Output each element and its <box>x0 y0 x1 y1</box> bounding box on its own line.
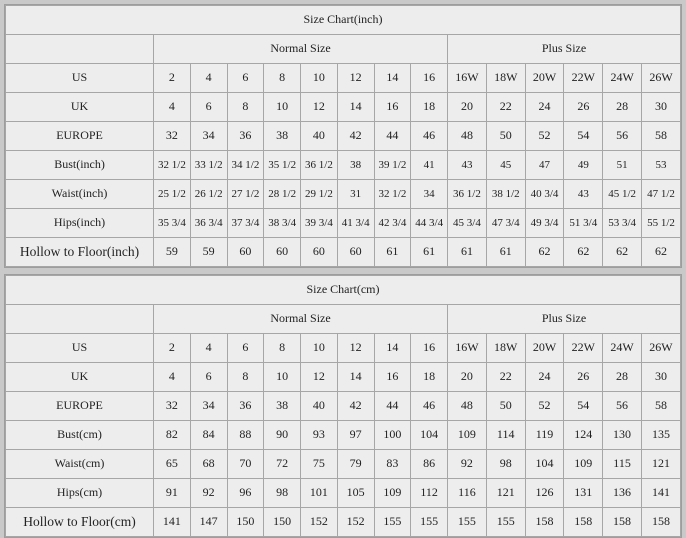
table-row <box>6 93 681 122</box>
cm-row-label-europe: EUROPE <box>6 392 154 421</box>
cell: 18W <box>486 334 525 363</box>
cell: 26W <box>642 64 681 93</box>
cell: 36 <box>227 122 264 151</box>
cell: 130 <box>603 421 642 450</box>
cell: 121 <box>486 479 525 508</box>
cell: 30 <box>641 363 680 392</box>
cell: 49 <box>564 151 603 180</box>
cell: 48 <box>448 392 487 421</box>
cell: 32 1/2 <box>374 180 411 209</box>
cell: 25 1/2 <box>154 180 191 209</box>
cell: 152 <box>337 508 374 537</box>
cell: 50 <box>486 122 525 151</box>
cell: 141 <box>641 479 680 508</box>
cell: 36 <box>227 392 264 421</box>
cell: 6 <box>190 363 227 392</box>
cell: 35 1/2 <box>264 151 301 180</box>
table-row <box>6 392 681 421</box>
cell: 24 <box>525 363 564 392</box>
cell: 70 <box>227 450 264 479</box>
size-chart-inch-table <box>5 5 681 267</box>
cell: 55 1/2 <box>642 209 681 238</box>
cm-row-label-bust: Bust(cm) <box>6 421 154 450</box>
cell: 10 <box>264 93 301 122</box>
cell: 109 <box>564 450 603 479</box>
cell: 8 <box>264 334 301 363</box>
cell: 83 <box>374 450 411 479</box>
cell: 27 1/2 <box>227 180 264 209</box>
cell: 34 1/2 <box>227 151 264 180</box>
cell: 47 <box>525 151 564 180</box>
cell: 26W <box>641 334 680 363</box>
cell: 38 1/2 <box>486 180 525 209</box>
cell: 26 <box>564 363 603 392</box>
cell: 18 <box>411 93 448 122</box>
cm-group-row <box>6 305 681 334</box>
cell: 43 <box>448 151 487 180</box>
cell: 158 <box>525 508 564 537</box>
cell: 158 <box>564 508 603 537</box>
cell: 60 <box>337 238 374 267</box>
cell: 45 3/4 <box>448 209 487 238</box>
cell: 18 <box>411 363 448 392</box>
cell: 41 <box>411 151 448 180</box>
cell: 20 <box>448 93 487 122</box>
cell: 29 1/2 <box>301 180 338 209</box>
cell: 14 <box>374 334 411 363</box>
inch-group-corner <box>6 35 154 64</box>
cell: 54 <box>564 122 603 151</box>
cell: 60 <box>227 238 264 267</box>
cell: 34 <box>411 180 448 209</box>
cell: 50 <box>486 392 525 421</box>
cell: 114 <box>486 421 525 450</box>
cell: 56 <box>603 392 642 421</box>
cell: 104 <box>411 421 448 450</box>
cell: 52 <box>525 122 564 151</box>
cell: 14 <box>337 363 374 392</box>
cell: 62 <box>642 238 681 267</box>
cell: 22 <box>486 363 525 392</box>
cell: 36 1/2 <box>448 180 487 209</box>
cell: 155 <box>486 508 525 537</box>
cell: 54 <box>564 392 603 421</box>
cell: 6 <box>190 93 227 122</box>
cell: 92 <box>448 450 487 479</box>
cell: 82 <box>154 421 191 450</box>
cell: 61 <box>448 238 487 267</box>
table-row <box>6 122 681 151</box>
table-row <box>6 209 681 238</box>
table-row <box>6 64 681 93</box>
cell: 155 <box>374 508 411 537</box>
cell: 6 <box>227 64 264 93</box>
cell: 112 <box>411 479 448 508</box>
cell: 14 <box>374 64 411 93</box>
cell: 49 3/4 <box>525 209 564 238</box>
inch-chart-title: Size Chart(inch) <box>6 6 681 35</box>
cell: 116 <box>448 479 487 508</box>
cell: 98 <box>486 450 525 479</box>
cell: 2 <box>154 64 191 93</box>
cell: 16 <box>374 93 411 122</box>
table-row <box>6 180 681 209</box>
cell: 100 <box>374 421 411 450</box>
cell: 4 <box>154 93 191 122</box>
cell: 20W <box>525 64 564 93</box>
cell: 60 <box>264 238 301 267</box>
cell: 34 <box>190 392 227 421</box>
cell: 22 <box>486 93 525 122</box>
cell: 2 <box>154 334 191 363</box>
cm-group-corner <box>6 305 154 334</box>
cell: 44 <box>374 392 411 421</box>
cell: 41 3/4 <box>337 209 374 238</box>
cell: 101 <box>301 479 338 508</box>
cell: 24 <box>525 93 564 122</box>
cell: 18W <box>486 64 525 93</box>
cell: 32 <box>154 122 191 151</box>
cell: 16W <box>448 334 487 363</box>
cell: 124 <box>564 421 603 450</box>
table-row <box>6 479 681 508</box>
cell: 62 <box>564 238 603 267</box>
cell: 28 <box>603 363 642 392</box>
cell: 42 <box>337 122 374 151</box>
cm-row-label-us: US <box>6 334 154 363</box>
cell: 28 1/2 <box>264 180 301 209</box>
cell: 38 3/4 <box>264 209 301 238</box>
cell: 6 <box>227 334 264 363</box>
cell: 53 <box>642 151 681 180</box>
cell: 45 1/2 <box>603 180 642 209</box>
cell: 86 <box>411 450 448 479</box>
cell: 98 <box>264 479 301 508</box>
cell: 40 3/4 <box>525 180 564 209</box>
cell: 26 1/2 <box>190 180 227 209</box>
inch-group-plus: Plus Size <box>448 35 681 64</box>
cell: 10 <box>301 64 338 93</box>
size-chart-cm <box>4 274 682 538</box>
inch-row-label-hips: Hips(inch) <box>6 209 154 238</box>
cell: 4 <box>190 334 227 363</box>
cell: 28 <box>603 93 642 122</box>
cell: 61 <box>374 238 411 267</box>
cell: 14 <box>337 93 374 122</box>
cell: 22W <box>564 64 603 93</box>
cell: 105 <box>337 479 374 508</box>
table-row <box>6 363 681 392</box>
cell: 46 <box>411 122 448 151</box>
cell: 150 <box>264 508 301 537</box>
cell: 12 <box>301 363 338 392</box>
cell: 24W <box>603 64 642 93</box>
table-row <box>6 450 681 479</box>
cell: 31 <box>337 180 374 209</box>
cell: 53 3/4 <box>603 209 642 238</box>
table-row <box>6 238 681 267</box>
cell: 68 <box>190 450 227 479</box>
cell: 43 <box>564 180 603 209</box>
cell: 16 <box>411 334 448 363</box>
table-row <box>6 508 681 537</box>
cell: 32 1/2 <box>154 151 191 180</box>
cell: 88 <box>227 421 264 450</box>
cell: 60 <box>301 238 338 267</box>
cell: 8 <box>227 363 264 392</box>
cell: 12 <box>337 64 374 93</box>
cell: 16 <box>411 64 448 93</box>
cell: 35 3/4 <box>154 209 191 238</box>
cell: 8 <box>264 64 301 93</box>
cell: 40 <box>301 122 338 151</box>
cell: 109 <box>374 479 411 508</box>
size-chart-inch <box>4 4 682 268</box>
cell: 22W <box>564 334 603 363</box>
cell: 12 <box>301 93 338 122</box>
cell: 12 <box>337 334 374 363</box>
cell: 37 3/4 <box>227 209 264 238</box>
cell: 84 <box>190 421 227 450</box>
cell: 155 <box>411 508 448 537</box>
cell: 79 <box>337 450 374 479</box>
cell: 58 <box>642 122 681 151</box>
cell: 26 <box>564 93 603 122</box>
cm-row-label-hollow-to-floor: Hollow to Floor(cm) <box>6 508 154 537</box>
cell: 39 3/4 <box>301 209 338 238</box>
cell: 58 <box>641 392 680 421</box>
cell: 45 <box>486 151 525 180</box>
cell: 141 <box>154 508 191 537</box>
cell: 10 <box>264 363 301 392</box>
cell: 92 <box>190 479 227 508</box>
inch-title-row <box>6 6 681 35</box>
cell: 10 <box>301 334 338 363</box>
cell: 40 <box>301 392 338 421</box>
cell: 4 <box>190 64 227 93</box>
cell: 61 <box>411 238 448 267</box>
cell: 61 <box>486 238 525 267</box>
cell: 8 <box>227 93 264 122</box>
cell: 119 <box>525 421 564 450</box>
cell: 152 <box>301 508 338 537</box>
cm-title-row <box>6 276 681 305</box>
cell: 155 <box>448 508 487 537</box>
cell: 150 <box>227 508 264 537</box>
cell: 38 <box>264 392 301 421</box>
cell: 131 <box>564 479 603 508</box>
cm-group-plus: Plus Size <box>448 305 681 334</box>
cell: 36 1/2 <box>301 151 338 180</box>
cm-row-label-hips: Hips(cm) <box>6 479 154 508</box>
cell: 147 <box>190 508 227 537</box>
cell: 115 <box>603 450 642 479</box>
cell: 47 1/2 <box>642 180 681 209</box>
table-row <box>6 421 681 450</box>
cell: 46 <box>411 392 448 421</box>
cell: 93 <box>301 421 338 450</box>
cell: 16 <box>374 363 411 392</box>
inch-row-label-bust: Bust(inch) <box>6 151 154 180</box>
cell: 104 <box>525 450 564 479</box>
inch-row-label-europe: EUROPE <box>6 122 154 151</box>
cell: 158 <box>603 508 642 537</box>
cell: 65 <box>154 450 191 479</box>
inch-chart-body <box>6 6 681 267</box>
cm-chart-title: Size Chart(cm) <box>6 276 681 305</box>
inch-group-normal: Normal Size <box>154 35 448 64</box>
table-row <box>6 151 681 180</box>
cell: 38 <box>337 151 374 180</box>
cell: 51 3/4 <box>564 209 603 238</box>
cell: 32 <box>154 392 191 421</box>
inch-row-label-uk: UK <box>6 93 154 122</box>
cell: 38 <box>264 122 301 151</box>
cell: 59 <box>154 238 191 267</box>
cell: 91 <box>154 479 191 508</box>
cell: 30 <box>642 93 681 122</box>
inch-row-label-us: US <box>6 64 154 93</box>
cell: 44 <box>374 122 411 151</box>
cell: 44 3/4 <box>411 209 448 238</box>
cell: 42 <box>337 392 374 421</box>
cell: 42 3/4 <box>374 209 411 238</box>
table-row <box>6 334 681 363</box>
cell: 121 <box>641 450 680 479</box>
cell: 135 <box>641 421 680 450</box>
cell: 96 <box>227 479 264 508</box>
cell: 62 <box>603 238 642 267</box>
cell: 59 <box>190 238 227 267</box>
cell: 48 <box>448 122 487 151</box>
cm-row-label-uk: UK <box>6 363 154 392</box>
cell: 109 <box>448 421 487 450</box>
cell: 20W <box>525 334 564 363</box>
inch-row-label-hollow-to-floor: Hollow to Floor(inch) <box>6 238 154 267</box>
cell: 97 <box>337 421 374 450</box>
cell: 24W <box>603 334 642 363</box>
inch-group-row <box>6 35 681 64</box>
cell: 16W <box>448 64 487 93</box>
cell: 62 <box>525 238 564 267</box>
size-chart-cm-table <box>5 275 681 537</box>
cell: 4 <box>154 363 191 392</box>
cell: 20 <box>448 363 487 392</box>
cell: 90 <box>264 421 301 450</box>
cell: 47 3/4 <box>486 209 525 238</box>
cell: 75 <box>301 450 338 479</box>
cm-group-normal: Normal Size <box>154 305 448 334</box>
cell: 52 <box>525 392 564 421</box>
cell: 36 3/4 <box>190 209 227 238</box>
cell: 158 <box>641 508 680 537</box>
cell: 56 <box>603 122 642 151</box>
cell: 51 <box>603 151 642 180</box>
cell: 126 <box>525 479 564 508</box>
cm-row-label-waist: Waist(cm) <box>6 450 154 479</box>
cell: 39 1/2 <box>374 151 411 180</box>
cell: 136 <box>603 479 642 508</box>
cell: 34 <box>190 122 227 151</box>
inch-row-label-waist: Waist(inch) <box>6 180 154 209</box>
cm-chart-body <box>6 276 681 537</box>
cell: 72 <box>264 450 301 479</box>
cell: 33 1/2 <box>190 151 227 180</box>
